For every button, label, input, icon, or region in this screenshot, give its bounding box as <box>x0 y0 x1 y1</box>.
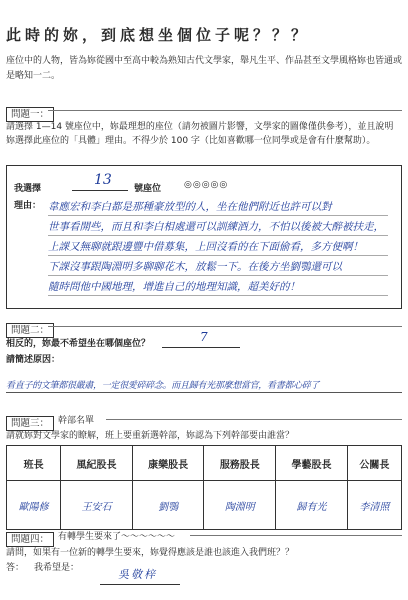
q3-label: 問題三： <box>6 416 54 431</box>
q1-seat-number[interactable]: 13 <box>94 172 112 188</box>
q2-label: 問題二： <box>6 323 54 338</box>
q4-answer-label: 答： <box>6 563 25 573</box>
officer-header-discipline: 風紀股長 <box>61 446 133 481</box>
q2-label-wrap <box>6 318 54 338</box>
q4-answer-prefix: 我希望是： <box>34 563 80 573</box>
officer-answer-service[interactable]: 陶淵明 <box>204 481 276 530</box>
q2-reason-underline <box>6 392 402 393</box>
q4-rule <box>190 535 402 536</box>
officer-header-public-relations: 公關長 <box>347 446 401 481</box>
q1-guide-2 <box>48 235 388 236</box>
q3-rule <box>106 419 402 420</box>
q1-rule <box>48 110 402 111</box>
q1-label: 問題一： <box>6 107 54 122</box>
officer-table <box>6 445 402 530</box>
q1-guide-1 <box>48 215 388 216</box>
q1-answer-line-1[interactable]: 韋應宏和李白都是那種豪放型的人，坐在他們附近也許可以對 <box>48 201 332 213</box>
q1-answer-line-5[interactable]: 隨時問他中國地理，增進自己的地理知識，超美好的！ <box>48 281 300 293</box>
q1-circle-marks: ◎◎◎◎◎ <box>184 180 229 190</box>
q4-label: 問題四： <box>6 532 54 547</box>
q2-reason-answer[interactable]: 看直子的文筆都很嚴肅，一定很愛碎碎念。而且歸有光那麼想當官，看書都心碎了 <box>6 381 320 391</box>
officer-header-recreation: 康樂股長 <box>132 446 204 481</box>
officer-answer-class-leader[interactable]: 歐陽修 <box>7 481 61 530</box>
q4-answer-underline <box>100 584 180 585</box>
q1-guide-4 <box>48 275 388 276</box>
q1-reason-label: 理由： <box>14 201 42 211</box>
q2-question: 相反的，妳最不希望坐在哪個座位？ <box>6 339 151 349</box>
q3-prompt: 請就妳對文學家的瞭解，班上要重新選幹部，妳認為下列幹部要由誰當？ <box>6 431 295 441</box>
intro-text: 座位中的人物，皆為妳從國中至高中較為熟知古代文學家，舉凡生平、作品甚至文學風格妳也皆通或是略知一二。 <box>6 56 403 81</box>
officer-header-row <box>7 446 402 481</box>
q2-answer-underline <box>162 347 240 348</box>
q1-answer-line-2[interactable]: 世事看開些，而且和李白相處還可以訓練酒力，不怕以後被大醉被扶走， <box>48 221 384 233</box>
q4-label-wrap <box>6 527 54 547</box>
page-title: 此時的妳，到底想坐個位子呢？？？ <box>6 26 311 44</box>
officer-answer-academic[interactable]: 歸有光 <box>276 481 348 530</box>
q1-choice-prefix: 我選擇 <box>14 184 42 194</box>
q4-question: 請問，如果有一位新的轉學生要來，妳覺得應該是誰也該進入我們班？？ <box>6 548 295 558</box>
q3-topic: 幹部名單 <box>58 416 95 426</box>
q1-seat-suffix: 號座位 <box>134 184 162 194</box>
q1-answer-line-3[interactable]: 上課又無聊就跟邊豐中借募集，上回沒看的在下面偷看，多方便啊！ <box>48 241 363 253</box>
q2-reason-prompt: 請簡述原因： <box>6 355 61 365</box>
q4-answer[interactable]: 吳敬梓 <box>118 568 157 581</box>
officer-answer-discipline[interactable]: 王安石 <box>61 481 133 530</box>
q1-answer-line-4[interactable]: 下課沒事跟陶淵明多聊聊花木，放鬆一下。在後方坐劉鶚還可以 <box>48 261 342 273</box>
q2-rule <box>48 326 402 327</box>
q1-seat-underline <box>72 190 128 191</box>
officer-answer-recreation[interactable]: 劉鶚 <box>132 481 204 530</box>
q1-instruction: 請選擇 1—14 號座位中，妳最理想的座位（請勿被圖片影響，文學家的圖像僅供參考），並且說明妳選擇此座位的「具體」理由。不得少於 100 字（比如喜歡哪一位同學或是會有什麼幫助）。 <box>6 122 394 146</box>
officer-answer-row <box>7 481 402 530</box>
q4-topic: 有轉學生要來了～～～～～～ <box>58 532 176 542</box>
officer-header-class-leader: 班長 <box>7 446 61 481</box>
q1-guide-3 <box>48 255 388 256</box>
q2-seat-answer[interactable]: 7 <box>200 330 208 344</box>
officer-header-service: 服務股長 <box>204 446 276 481</box>
officer-header-academic: 學藝股長 <box>276 446 348 481</box>
q1-label-wrap <box>6 102 54 122</box>
q1-guide-5 <box>48 295 388 296</box>
officer-answer-public-relations[interactable]: 李清照 <box>347 481 401 530</box>
